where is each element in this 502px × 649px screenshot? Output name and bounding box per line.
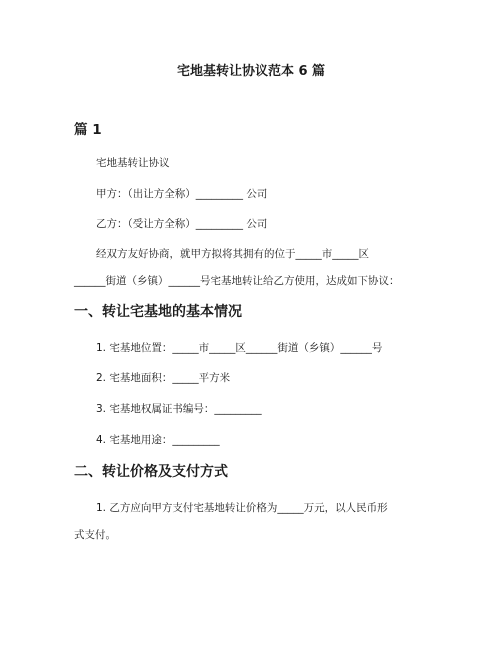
list-item-price-continued: 式支付。 [74, 529, 116, 541]
document-title: 宅地基转让协议范本 6 篇 [176, 64, 326, 79]
paragraph-party-b: 乙方：（受让方全称）_________ 公司 [96, 218, 268, 230]
paragraph-intro-continued: ______街道（乡镇）______号宅基地转让给乙方使用，达成如下协议： [74, 275, 400, 287]
list-item-location: 1. 宅基地位置：_____市_____区______街道（乡镇）______号 [96, 342, 383, 354]
list-item-certificate: 3. 宅基地权属证书编号：_________ [96, 403, 262, 415]
paragraph-agreement-title: 宅地基转让协议 [96, 157, 170, 169]
paragraph-intro: 经双方友好协商，就甲方拟将其拥有的位于_____市_____区 [96, 248, 369, 260]
list-item-area: 2. 宅基地面积：_____平方米 [96, 372, 231, 384]
heading-price-payment: 二、转让价格及支付方式 [74, 464, 228, 480]
list-item-usage: 4. 宅基地用途：_________ [96, 434, 220, 446]
section-heading-1: 篇 1 [74, 122, 102, 138]
paragraph-party-a: 甲方：（出让方全称）_________ 公司 [96, 188, 268, 200]
heading-basic-info: 一、转让宅基地的基本情况 [74, 304, 242, 320]
list-item-price: 1. 乙方应向甲方支付宅基地转让价格为_____万元，以人民币形 [96, 502, 388, 514]
